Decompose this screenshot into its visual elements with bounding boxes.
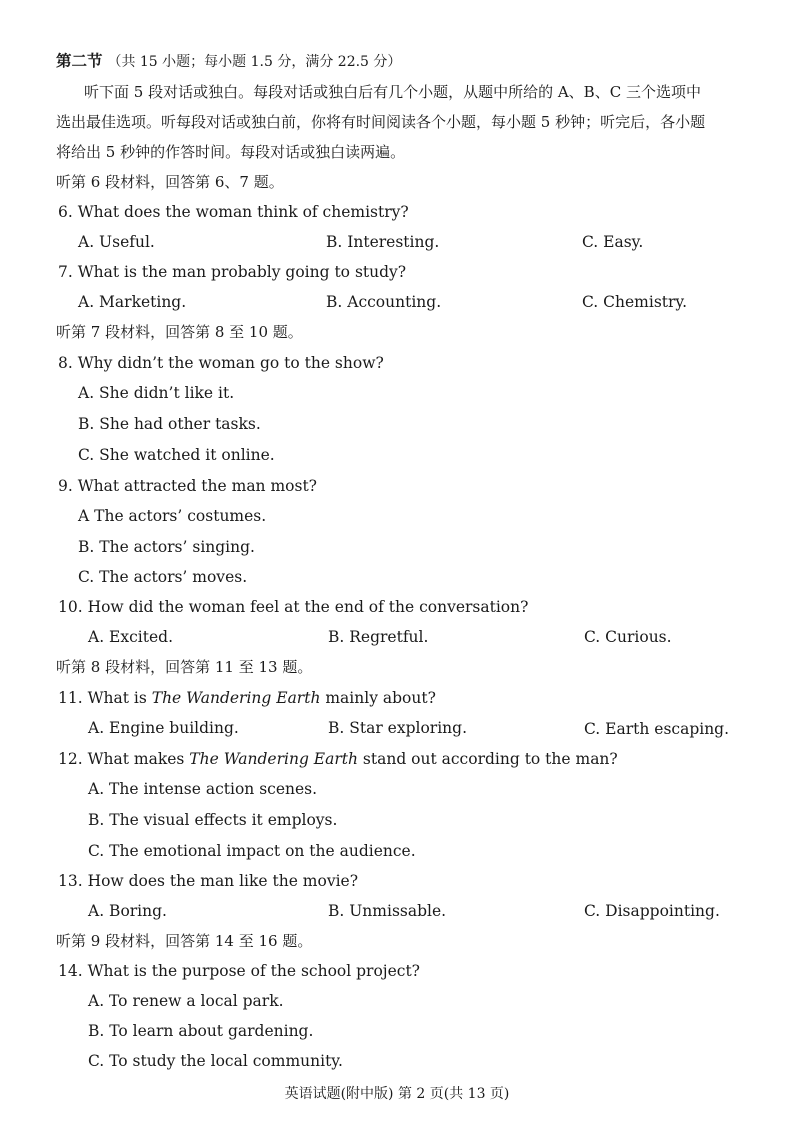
question-11-option-a: A. Engine building.: [88, 719, 239, 737]
question-12-stem: [58, 749, 618, 769]
question-8-option-c: C. She watched it online.: [78, 446, 275, 464]
group-heading-8: 听第 8 段材料，回答第 11 至 13 题。: [56, 658, 313, 676]
section-title: 第二节: [56, 51, 103, 70]
page-footer: 英语试题(附中版) 第 2 页(共 13 页): [284, 1086, 510, 1102]
question-8-option-a: A. She didn’t like it.: [78, 384, 235, 402]
question-7-option-c: C. Chemistry.: [582, 293, 688, 311]
question-6-option-c: C. Easy.: [582, 233, 644, 251]
instruction-line-1: 听下面 5 段对话或独白。每段对话或独白后有几个小题，从题中所给的 A、B、C 三个选项中: [84, 83, 701, 101]
question-7-stem: 7. What is the man probably going to study?: [58, 263, 407, 281]
question-11-stem-post: mainly about?: [320, 689, 436, 707]
question-12-option-b: B. The visual effects it employs.: [88, 811, 338, 829]
question-6-option-a: A. Useful.: [78, 233, 155, 251]
question-13-option-c: C. Disappointing.: [584, 902, 720, 920]
question-9-stem: 9. What attracted the man most?: [58, 477, 317, 495]
question-14-stem: 14. What is the purpose of the school project?: [58, 962, 420, 980]
question-14-option-a: A. To renew a local park.: [88, 992, 284, 1010]
question-8-option-b: B. She had other tasks.: [78, 415, 261, 433]
section-subtitle: （共 15 小题；每小题 1.5 分，满分 22.5 分）: [107, 54, 402, 70]
instruction-line-2: 选出最佳选项。听每段对话或独白前，你将有时间阅读各个小题，每小题 5 秒钟；听完后，各小题: [56, 113, 706, 131]
question-12-option-c: C. The emotional impact on the audience.: [88, 842, 416, 860]
question-11-option-b: B. Star exploring.: [328, 719, 467, 737]
group-heading-7: 听第 7 段材料，回答第 8 至 10 题。: [56, 323, 303, 341]
question-9-option-b: B. The actors’ singing.: [78, 538, 255, 556]
question-9-option-c: C. The actors’ moves.: [78, 568, 248, 586]
question-8-stem: 8. Why didn’t the woman go to the show?: [58, 354, 384, 372]
question-12-film-title: The Wandering Earth: [189, 750, 358, 768]
question-12-stem-post: stand out according to the man?: [357, 750, 618, 768]
question-14-option-c: C. To study the local community.: [88, 1052, 343, 1070]
question-10-stem: 10. How did the woman feel at the end of the conversation?: [58, 598, 529, 616]
question-12-stem-pre: 12. What makes: [58, 750, 190, 768]
question-11-stem-pre: 11. What is: [58, 689, 152, 707]
question-10-option-a: A. Excited.: [88, 628, 173, 646]
group-heading-6: 听第 6 段材料，回答第 6、7 题。: [56, 173, 284, 191]
question-13-option-b: B. Unmissable.: [328, 902, 447, 920]
question-11-option-c: C. Earth escaping.: [584, 720, 730, 738]
question-13-option-a: A. Boring.: [88, 902, 167, 920]
section-header: [56, 51, 401, 72]
question-12-option-a: A. The intense action scenes.: [88, 780, 318, 798]
question-7-option-b: B. Accounting.: [326, 293, 442, 311]
question-14-option-b: B. To learn about gardening.: [88, 1022, 314, 1040]
question-6-option-b: B. Interesting.: [326, 233, 440, 251]
question-9-option-a: A The actors’ costumes.: [78, 507, 267, 525]
group-heading-9: 听第 9 段材料，回答第 14 至 16 题。: [56, 932, 313, 950]
question-11-film-title: The Wandering Earth: [151, 689, 321, 707]
question-11-stem: [58, 688, 436, 708]
question-10-option-b: B. Regretful.: [328, 628, 429, 646]
question-13-stem: 13. How does the man like the movie?: [58, 872, 359, 890]
instruction-line-3: 将给出 5 秒钟的作答时间。每段对话或独白读两遍。: [56, 143, 406, 161]
question-7-option-a: A. Marketing.: [78, 293, 187, 311]
question-10-option-c: C. Curious.: [584, 628, 672, 646]
question-6-stem: 6. What does the woman think of chemistry?: [58, 203, 409, 221]
